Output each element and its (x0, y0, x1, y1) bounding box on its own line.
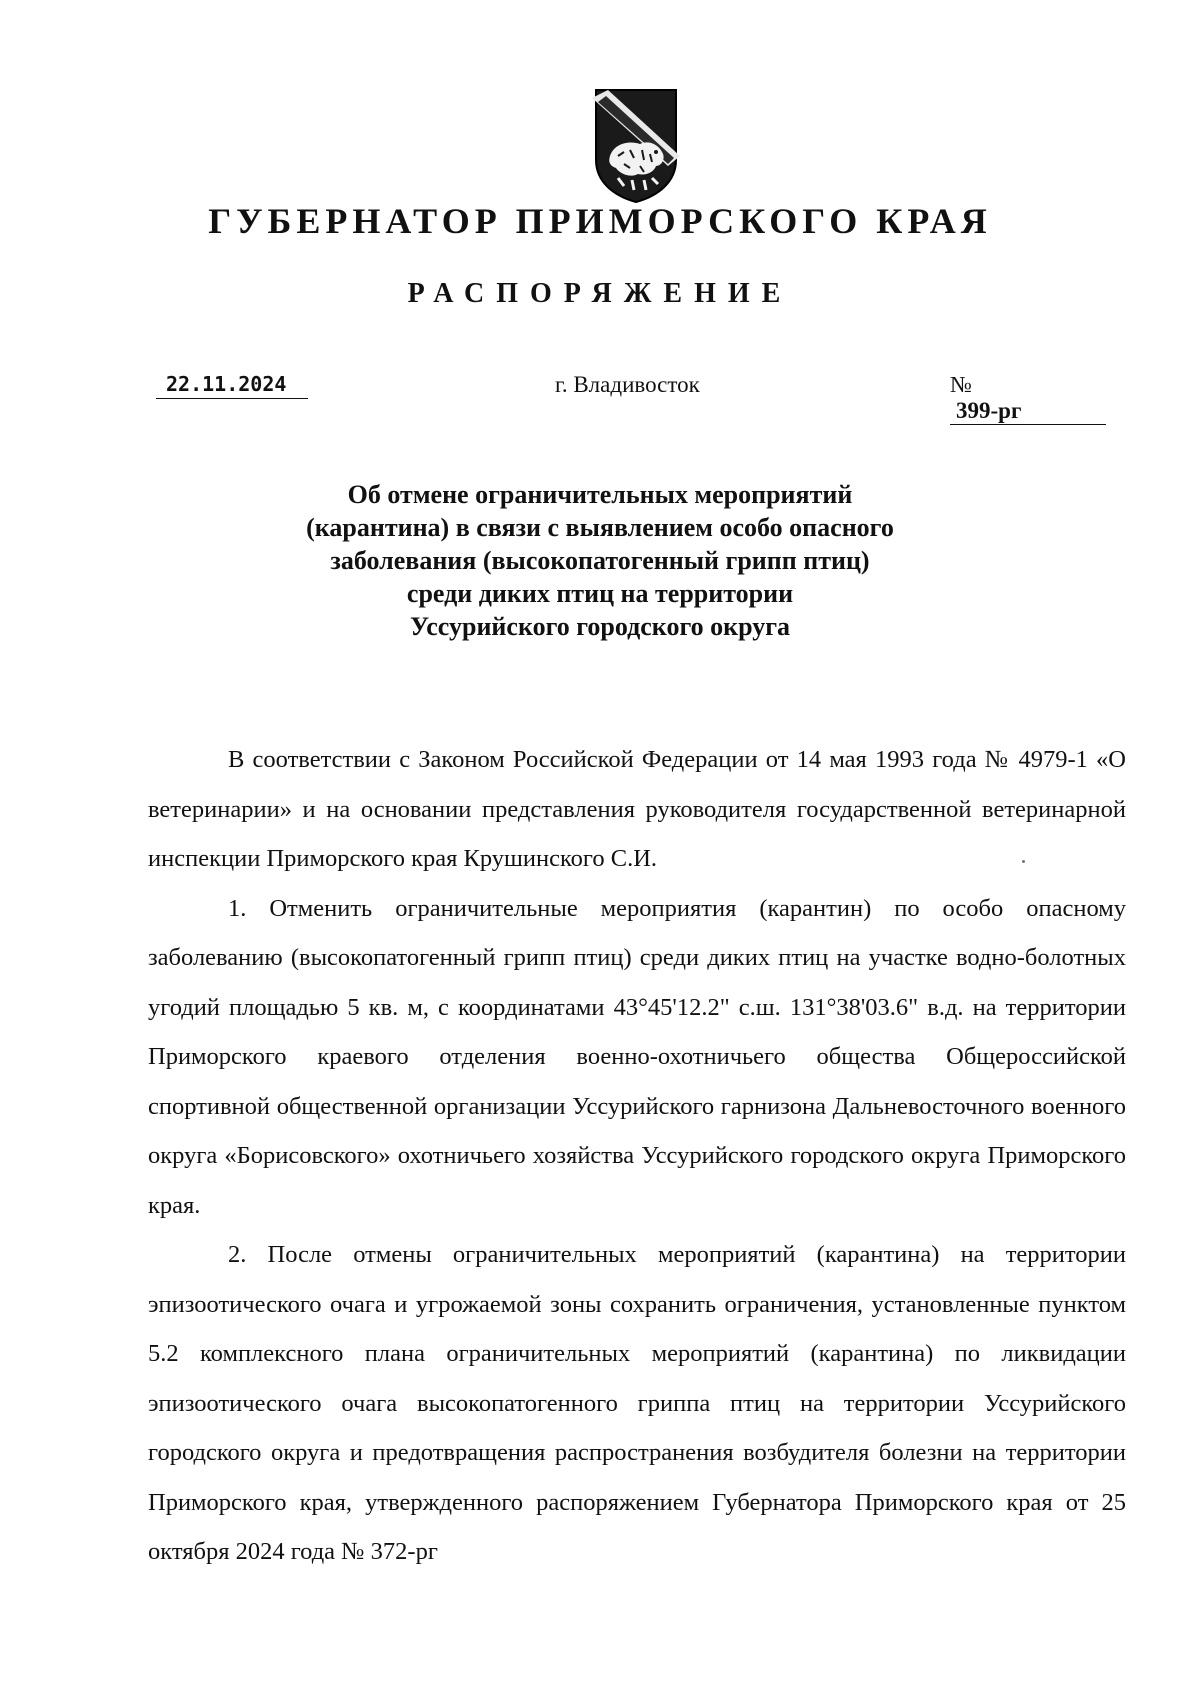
preamble-paragraph: В соответствии с Законом Российской Федерации от 14 мая 1993 года № 4979-1 «О ветеринарии» и на основании представления руководителя государственной ветеринарной инспекции Приморского края Крушинского С.И. (148, 746, 1126, 872)
number-value: 399-рг (950, 398, 1106, 425)
clause-1-paragraph: 1. Отменить ограничительные мероприятия (карантин) по особо опасному заболеванию (высокопатогенный грипп птиц) среди диких птиц на участке водно-болотных угодий площадью 5 кв. м, с координатами 43°45'12.2" с.ш. 131°38'03.6" в.д. на территории Приморского краевого отделения военно-охотничьего общества Общероссийской спортивной общественной организации Уссурийского гарнизона Дальневосточного военного округа «Борисовского» охотничьего хозяйства Уссурийского городского округа Приморского края. (148, 894, 1126, 1219)
title-line: Об отмене ограничительных мероприятий (347, 480, 853, 509)
title-line: заболевания (высокопатогенный грипп птиц) (330, 546, 870, 575)
title-line: среди диких птиц на территории (406, 579, 794, 608)
document-title (200, 478, 1000, 643)
document-type: РАСПОРЯЖЕНИЕ (407, 278, 793, 309)
document-number (950, 372, 1122, 425)
primorsky-krai-coat-of-arms-icon (588, 86, 684, 204)
document-body (148, 735, 1126, 1577)
issuing-authority: ГУБЕРНАТОР ПРИМОРСКОГО КРАЯ (208, 201, 992, 241)
clause-2-paragraph: 2. После отмены ограничительных мероприятий (карантина) на территории эпизоотического очага и угрожаемой зоны сохранить ограничения, установленные пунктом 5.2 комплексного плана ограничительных мероприятий (карантина) по ликвидации эпизоотического очага высокопатогенного гриппа птиц на территории Уссурийского городского округа и предотвращения распространения возбудителя болезни на территории Приморского края, утвержденного распоряжением Губернатора Приморского края от 25 октября 2024 года № 372-рг (148, 1241, 1126, 1565)
document-meta-row (150, 372, 1122, 423)
title-line: (карантина) в связи с выявлением особо опасного (306, 513, 894, 542)
title-line: Уссурийского городского округа (409, 612, 791, 641)
document-city: г. Владивосток (555, 372, 700, 397)
document-date: 22.11.2024 (156, 372, 308, 399)
scan-dot (1022, 860, 1025, 863)
number-sign: № (950, 372, 972, 397)
